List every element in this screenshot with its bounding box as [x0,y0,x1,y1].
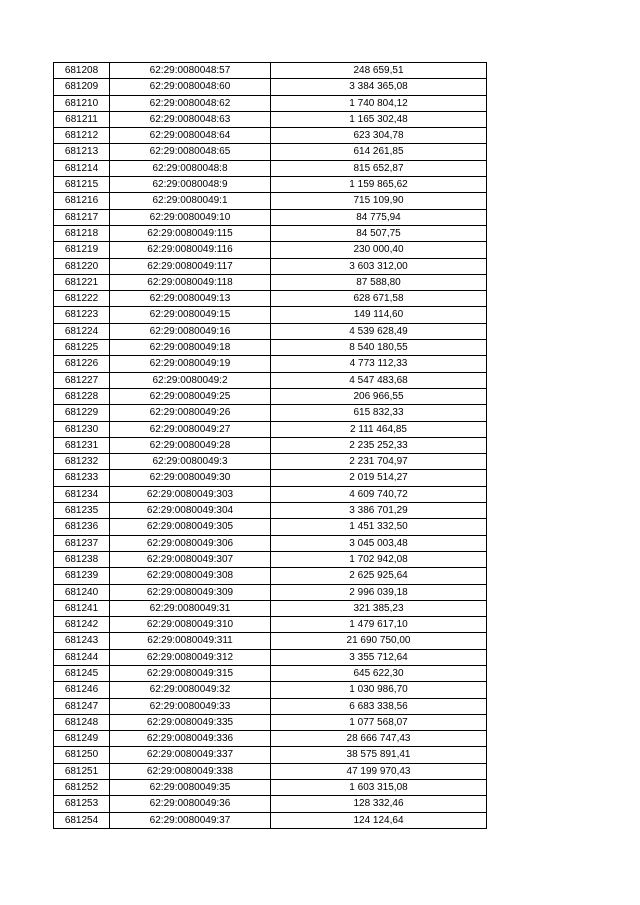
cadastral-number-cell: 62:29:0080049:32 [110,682,271,698]
row-number-cell: 681240 [54,584,110,600]
row-number-cell: 681227 [54,372,110,388]
cadastral-value-cell: 645 622,30 [271,665,487,681]
table-row [54,258,487,274]
cadastral-value-cell: 614 261,85 [271,144,487,160]
row-number-cell: 681239 [54,568,110,584]
cadastral-value-cell: 1 159 865,62 [271,177,487,193]
cadastral-value-cell: 2 235 252,33 [271,437,487,453]
cadastral-number-cell: 62:29:0080049:308 [110,568,271,584]
row-number-cell: 681210 [54,95,110,111]
table-row [54,405,487,421]
cadastral-number-cell: 62:29:0080049:26 [110,405,271,421]
row-number-cell: 681251 [54,763,110,779]
cadastral-value-cell: 1 077 568,07 [271,714,487,730]
table-row [54,177,487,193]
cadastral-number-cell: 62:29:0080048:60 [110,79,271,95]
table-row [54,600,487,616]
table-row [54,763,487,779]
table-row [54,421,487,437]
cadastral-number-cell: 62:29:0080049:116 [110,242,271,258]
cadastral-number-cell: 62:29:0080049:337 [110,747,271,763]
row-number-cell: 681250 [54,747,110,763]
cadastral-number-cell: 62:29:0080049:16 [110,323,271,339]
row-number-cell: 681212 [54,128,110,144]
cadastral-value-cell: 2 019 514,27 [271,470,487,486]
cadastral-value-cell: 2 625 925,64 [271,568,487,584]
table-row [54,780,487,796]
cadastral-value-cell: 4 609 740,72 [271,486,487,502]
table-row [54,633,487,649]
table-row [54,682,487,698]
cadastral-number-cell: 62:29:0080049:35 [110,780,271,796]
cadastral-number-cell: 62:29:0080049:28 [110,437,271,453]
row-number-cell: 681215 [54,177,110,193]
cadastral-value-cell: 8 540 180,55 [271,340,487,356]
cadastral-number-cell: 62:29:0080049:306 [110,535,271,551]
table-row [54,128,487,144]
cadastral-value-cell: 1 603 315,08 [271,780,487,796]
cadastral-value-cell: 1 702 942,08 [271,551,487,567]
cadastral-number-cell: 62:29:0080048:9 [110,177,271,193]
cadastral-value-cell: 124 124,64 [271,812,487,828]
cadastral-value-cell: 815 652,87 [271,160,487,176]
cadastral-number-cell: 62:29:0080048:62 [110,95,271,111]
cadastral-number-cell: 62:29:0080049:25 [110,388,271,404]
cadastral-value-cell: 21 690 750,00 [271,633,487,649]
cadastral-number-cell: 62:29:0080049:18 [110,340,271,356]
cadastral-value-cell: 4 773 112,33 [271,356,487,372]
cadastral-value-cell: 628 671,58 [271,291,487,307]
cadastral-value-cell: 206 966,55 [271,388,487,404]
cadastral-value-cell: 230 000,40 [271,242,487,258]
cadastral-value-cell: 4 539 628,49 [271,323,487,339]
row-number-cell: 681226 [54,356,110,372]
cadastral-value-cell: 4 547 483,68 [271,372,487,388]
table-row [54,486,487,502]
row-number-cell: 681209 [54,79,110,95]
cadastral-number-cell: 62:29:0080049:31 [110,600,271,616]
row-number-cell: 681254 [54,812,110,828]
row-number-cell: 681247 [54,698,110,714]
cadastral-number-cell: 62:29:0080049:37 [110,812,271,828]
row-number-cell: 681208 [54,63,110,79]
row-number-cell: 681216 [54,193,110,209]
cadastral-number-cell: 62:29:0080049:338 [110,763,271,779]
row-number-cell: 681218 [54,225,110,241]
cadastral-value-cell: 248 659,51 [271,63,487,79]
table-row [54,812,487,828]
table-row [54,144,487,160]
row-number-cell: 681252 [54,780,110,796]
row-number-cell: 681213 [54,144,110,160]
cadastral-value-cell: 3 355 712,64 [271,649,487,665]
table-row [54,79,487,95]
cadastral-value-cell: 1 030 986,70 [271,682,487,698]
cadastral-value-cell: 3 384 365,08 [271,79,487,95]
row-number-cell: 681229 [54,405,110,421]
cadastral-value-cell: 87 588,80 [271,274,487,290]
cadastral-value-cell: 3 045 003,48 [271,535,487,551]
cadastral-value-cell: 2 996 039,18 [271,584,487,600]
table-row [54,649,487,665]
cadastral-number-cell: 62:29:0080049:311 [110,633,271,649]
cadastral-number-cell: 62:29:0080049:115 [110,225,271,241]
row-number-cell: 681217 [54,209,110,225]
cadastral-number-cell: 62:29:0080048:57 [110,63,271,79]
table-row [54,519,487,535]
row-number-cell: 681222 [54,291,110,307]
cadastral-number-cell: 62:29:0080049:30 [110,470,271,486]
table-row [54,796,487,812]
cadastral-number-cell: 62:29:0080049:310 [110,617,271,633]
cadastral-number-cell: 62:29:0080049:15 [110,307,271,323]
table-row [54,323,487,339]
table-body [54,63,487,829]
table-row [54,698,487,714]
table-row [54,340,487,356]
row-number-cell: 681253 [54,796,110,812]
cadastral-value-cell: 6 683 338,56 [271,698,487,714]
cadastral-number-cell: 62:29:0080049:305 [110,519,271,535]
table-row [54,568,487,584]
table-row [54,437,487,453]
cadastral-number-cell: 62:29:0080048:63 [110,111,271,127]
table-row [54,307,487,323]
row-number-cell: 681221 [54,274,110,290]
cadastral-number-cell: 62:29:0080049:118 [110,274,271,290]
table-row [54,470,487,486]
row-number-cell: 681225 [54,340,110,356]
row-number-cell: 681249 [54,731,110,747]
row-number-cell: 681211 [54,111,110,127]
cadastral-value-cell: 1 740 804,12 [271,95,487,111]
cadastral-value-cell: 615 832,33 [271,405,487,421]
cadastral-number-cell: 62:29:0080049:315 [110,665,271,681]
cadastral-value-cell: 149 114,60 [271,307,487,323]
cadastral-value-cell: 28 666 747,43 [271,731,487,747]
table-row [54,225,487,241]
table-row [54,291,487,307]
cadastral-value-cell: 1 451 332,50 [271,519,487,535]
table-row [54,665,487,681]
cadastral-value-cell: 2 231 704,97 [271,454,487,470]
cadastral-number-cell: 62:29:0080049:307 [110,551,271,567]
row-number-cell: 681234 [54,486,110,502]
table-row [54,111,487,127]
row-number-cell: 681232 [54,454,110,470]
cadastral-value-cell: 3 386 701,29 [271,503,487,519]
table-row [54,388,487,404]
cadastral-number-cell: 62:29:0080049:2 [110,372,271,388]
cadastral-number-cell: 62:29:0080049:309 [110,584,271,600]
cadastral-value-cell: 321 385,23 [271,600,487,616]
cadastral-number-cell: 62:29:0080049:10 [110,209,271,225]
table-row [54,209,487,225]
table-row [54,617,487,633]
cadastral-number-cell: 62:29:0080048:65 [110,144,271,160]
cadastral-value-cell: 47 199 970,43 [271,763,487,779]
cadastral-value-cell: 623 304,78 [271,128,487,144]
row-number-cell: 681241 [54,600,110,616]
row-number-cell: 681228 [54,388,110,404]
cadastral-number-cell: 62:29:0080049:117 [110,258,271,274]
row-number-cell: 681243 [54,633,110,649]
row-number-cell: 681235 [54,503,110,519]
row-number-cell: 681245 [54,665,110,681]
table-row [54,714,487,730]
table-row [54,63,487,79]
cadastral-value-cell: 128 332,46 [271,796,487,812]
table-row [54,95,487,111]
cadastral-number-cell: 62:29:0080049:303 [110,486,271,502]
cadastral-value-cell: 84 775,94 [271,209,487,225]
table-row [54,160,487,176]
cadastral-number-cell: 62:29:0080049:336 [110,731,271,747]
row-number-cell: 681223 [54,307,110,323]
cadastral-value-cell: 84 507,75 [271,225,487,241]
cadastral-number-cell: 62:29:0080048:64 [110,128,271,144]
table-row [54,535,487,551]
row-number-cell: 681231 [54,437,110,453]
row-number-cell: 681246 [54,682,110,698]
cadastral-value-cell: 38 575 891,41 [271,747,487,763]
cadastral-number-cell: 62:29:0080049:19 [110,356,271,372]
cadastral-number-cell: 62:29:0080049:33 [110,698,271,714]
table-row [54,372,487,388]
row-number-cell: 681237 [54,535,110,551]
table-row [54,242,487,258]
row-number-cell: 681224 [54,323,110,339]
cadastral-number-cell: 62:29:0080048:8 [110,160,271,176]
table-row [54,551,487,567]
cadastral-number-cell: 62:29:0080049:335 [110,714,271,730]
cadastral-number-cell: 62:29:0080049:1 [110,193,271,209]
row-number-cell: 681248 [54,714,110,730]
table-row [54,584,487,600]
cadastral-value-table [53,62,487,829]
row-number-cell: 681244 [54,649,110,665]
table-row [54,503,487,519]
cadastral-number-cell: 62:29:0080049:312 [110,649,271,665]
row-number-cell: 681238 [54,551,110,567]
cadastral-value-cell: 1 165 302,48 [271,111,487,127]
table-row [54,747,487,763]
table-row [54,274,487,290]
cadastral-number-cell: 62:29:0080049:27 [110,421,271,437]
cadastral-number-cell: 62:29:0080049:13 [110,291,271,307]
row-number-cell: 681219 [54,242,110,258]
cadastral-value-cell: 1 479 617,10 [271,617,487,633]
row-number-cell: 681236 [54,519,110,535]
table-row [54,193,487,209]
cadastral-number-cell: 62:29:0080049:3 [110,454,271,470]
row-number-cell: 681242 [54,617,110,633]
cadastral-number-cell: 62:29:0080049:36 [110,796,271,812]
row-number-cell: 681230 [54,421,110,437]
cadastral-value-cell: 2 111 464,85 [271,421,487,437]
table-row [54,731,487,747]
cadastral-value-cell: 3 603 312,00 [271,258,487,274]
row-number-cell: 681214 [54,160,110,176]
cadastral-value-cell: 715 109,90 [271,193,487,209]
table-row [54,454,487,470]
row-number-cell: 681233 [54,470,110,486]
row-number-cell: 681220 [54,258,110,274]
cadastral-number-cell: 62:29:0080049:304 [110,503,271,519]
table-row [54,356,487,372]
